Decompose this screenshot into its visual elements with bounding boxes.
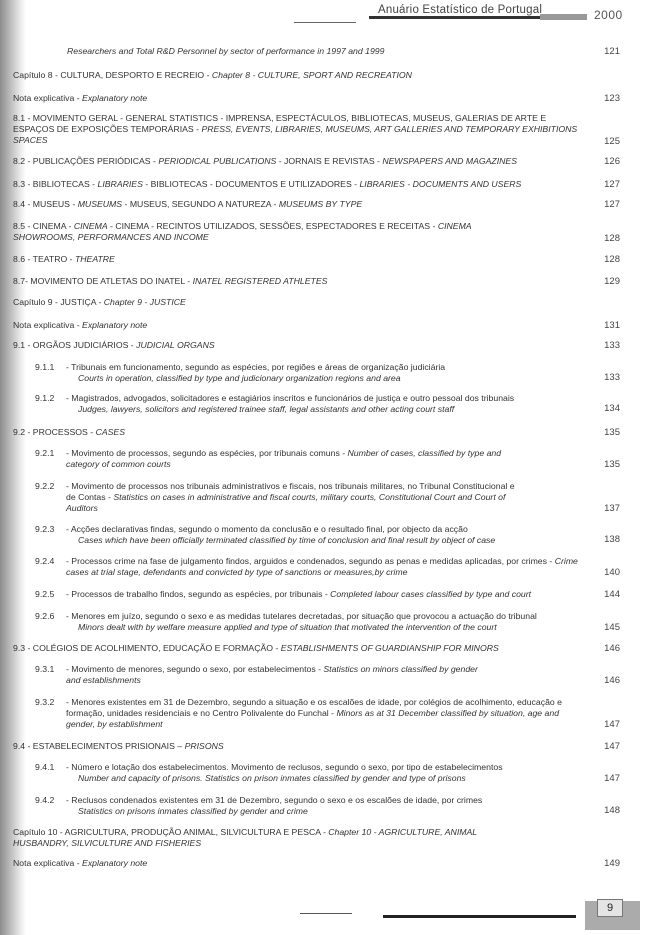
page-number: 147 (604, 773, 620, 784)
entry-number: 9.2.4 (35, 556, 55, 566)
entry-text: 8.2 - PUBLICAÇÕES PERIÓDICAS - PERIODICAL PUBLICATIONS - JORNAIS E REVISTAS - NEWSPAPERS AND MAGAZINES (13, 156, 518, 166)
entry-text: - Reclusos condenados existentes em 31 de Dezembro, segundo o sexo e os escalões de idade, por crimes Statistics on prisons inmates classified by gender and crime (66, 795, 483, 816)
page-number: 149 (604, 858, 620, 869)
page-number: 146 (604, 675, 620, 686)
entry-text: - Tribunais em funcionamento, segundo as espécies, por regiões e áreas de organização judiciária Courts in operation, classified by type and judicionary organization regions and area (66, 362, 446, 383)
page-number: 128 (604, 254, 620, 265)
page-number: 147 (604, 719, 620, 730)
entry-text: 8.1 - MOVIMENTO GERAL - GENERAL STATISTICS - IMPRENSA, ESPECTÁCULOS, BIBLIOTECAS, MUSEUS, GALERIAS DE ARTE E ESPAÇOS DE EXPOSIÇÕES TEMPORÁRIAS - PRESS, EVENTS, LIBRARIES, MUSEUMS, ART GALLERIES AND TEMPORARY EXHIBITIONS SPACES (13, 113, 578, 145)
entry-text: 9.3 - COLÉGIOS DE ACOLHIMENTO, EDUCAÇÃO E FORMAÇÃO - ESTABLISHMENTS OF GUARDIANSHIP FOR MINORS (13, 643, 499, 653)
page-number: 145 (604, 622, 620, 633)
entry-text: Nota explicativa - Explanatory note (13, 320, 148, 330)
page-number: 135 (604, 427, 620, 438)
entry-number: 9.3.2 (35, 697, 55, 707)
footer-page-number: 9 (597, 899, 623, 917)
page-number: 127 (604, 179, 620, 190)
entry-number: 9.2.6 (35, 611, 55, 621)
footer-rule-thick (383, 915, 576, 918)
entry-number: 9.2.2 (35, 481, 55, 491)
entry-number: 9.4.1 (35, 762, 55, 772)
entry-number: 9.1.1 (35, 362, 55, 372)
page-number: 131 (604, 320, 620, 331)
entry-number: 9.2.3 (35, 524, 55, 534)
page-number: 137 (604, 503, 620, 514)
page-number: 147 (604, 741, 620, 752)
entry-text: 8.6 - TEATRO - THEATRE (13, 254, 115, 264)
entry-text: - Magistrados, advogados, solicitadores e estagiários inscritos e funcionários de justiça e outro pessoal dos tribunais Judges, lawyers, solicitors and registered trainee staff, legal assistants and other acting court staff (66, 393, 515, 414)
entry-text: 9.1 - ORGÃOS JUDICIÁRIOS - JUDICIAL ORGANS (13, 340, 215, 350)
entry-text: - Movimento de processos nos tribunais administrativos e fiscais, nos tribunais militares, no Tribunal Constitucional e de Contas - Statistics on cases in administrative and fiscal courts, military courts, Constitutional Court and Court of Auditors (66, 481, 515, 513)
page-number: 127 (604, 199, 620, 210)
page-number: 133 (604, 340, 620, 351)
entry-text: - Processos crime na fase de julgamento findos, arguidos e condenados, segundo as penas e medidas aplicadas, por crimes - Crime cases at trial stage, defendants and convicted by type of sanctions or measures,by crime (66, 556, 578, 577)
entry-text: Capítulo 9 - JUSTIÇA - Chapter 9 - JUSTICE (13, 297, 186, 307)
entry-text: - Acções declarativas findas, segundo o momento da conclusão e o resultado final, por objecto da acção Cases which have been officially terminated classified by time of conclusion and final result by object of case (66, 524, 496, 545)
header-rule-thin (294, 22, 356, 23)
entry-text: - Menores em juízo, segundo o sexo e as medidas tutelares decretadas, por situação que provocou a actuação do tribunal Minors dealt with by welfare measure applied and type of situation that motivated the intervention of the court (66, 611, 537, 632)
entry-number: 9.2.1 (35, 448, 55, 458)
page-number: 135 (604, 459, 620, 470)
page-number: 123 (604, 93, 620, 104)
entry-number: 9.3.1 (35, 664, 55, 674)
entry-number: 9.2.5 (35, 589, 55, 599)
page-number: 133 (604, 372, 620, 383)
entry-text: - Número e lotação dos estabelecimentos. Movimento de reclusos, segundo o sexo, por tipo de estabelecimentos Number and capacity of prisons. Statistics on prison inmates classified by gender and type of prisons (66, 762, 503, 783)
entry-text: Researchers and Total R&D Personnel by sector of performance in 1997 and 1999 (67, 46, 385, 56)
entry-text: Nota explicativa - Explanatory note (13, 93, 148, 103)
page-number: 128 (604, 233, 620, 244)
entry-text: 8.5 - CINEMA - CINEMA - CINEMA - RECINTOS UTILIZADOS, SESSÕES, ESPECTADORES E RECEITAS - CINEMA SHOWROOMS, PERFORMANCES AND INCOME (13, 221, 472, 242)
page-number: 129 (604, 276, 620, 287)
entry-text: - Menores existentes em 31 de Dezembro, segundo a situação e os escalões de idade, por colégios de acolhimento, educação e formação, unidades residenciais e no Centro Polivalente do Funchal - Minors as at 31 December classified by situation, age and gender, by establishment (66, 697, 562, 729)
entry-text: - Movimento de processos, segundo as espécies, por tribunais comuns - Number of cases, classified by type and category of common courts (66, 448, 502, 469)
entry-text: Capítulo 10 - AGRICULTURA, PRODUÇÃO ANIMAL, SILVICULTURA E PESCA - Chapter 10 - AGRICULTURE, ANIMAL HUSBANDRY, SILVICULTURE AND FISHERIES (13, 827, 477, 848)
page-number: 146 (604, 643, 620, 654)
entry-text: Capítulo 8 - CULTURA, DESPORTO E RECREIO - Chapter 8 - CULTURE, SPORT AND RECREATION (13, 70, 412, 80)
entry-text: 9.4 - ESTABELECIMENTOS PRISIONAIS – PRISONS (13, 741, 224, 751)
page-number: 144 (604, 589, 620, 600)
entry-text: 8.4 - MUSEUS - MUSEUMS - MUSEUS, SEGUNDO A NATUREZA - MUSEUMS BY TYPE (13, 199, 363, 209)
page-number: 126 (604, 156, 620, 167)
page-number: 121 (604, 46, 620, 57)
entry-text: 8.3 - BIBLIOTECAS - LIBRARIES - BIBLIOTECAS - DOCUMENTOS E UTILIZADORES - LIBRARIES - DOCUMENTS AND USERS (13, 179, 522, 189)
entry-text: - Processos de trabalho findos, segundo as espécies, por tribunais - Completed labour cases classified by type and court (66, 589, 532, 599)
page-number: 125 (604, 136, 620, 147)
page-number: 134 (604, 403, 620, 414)
entry-number: 9.1.2 (35, 393, 55, 403)
entry-text: 9.2 - PROCESSOS - CASES (13, 427, 126, 437)
entry-text: Nota explicativa - Explanatory note (13, 858, 148, 868)
entry-number: 9.4.2 (35, 795, 55, 805)
page-number: 140 (604, 567, 620, 578)
page-number: 138 (604, 534, 620, 545)
header-title: Anuário Estatístico de Portugal (378, 4, 543, 16)
entry-text: - Movimento de menores, segundo o sexo, por estabelecimentos - Statistics on minors classified by gender and establishments (66, 664, 478, 685)
entry-text: 8.7- MOVIMENTO DE ATLETAS DO INATEL - INATEL REGISTERED ATHLETES (13, 276, 328, 286)
footer-rule-thin (300, 913, 352, 914)
header-grey-bar (540, 14, 587, 20)
page-number: 148 (604, 805, 620, 816)
header-year: 2000 (594, 8, 623, 22)
